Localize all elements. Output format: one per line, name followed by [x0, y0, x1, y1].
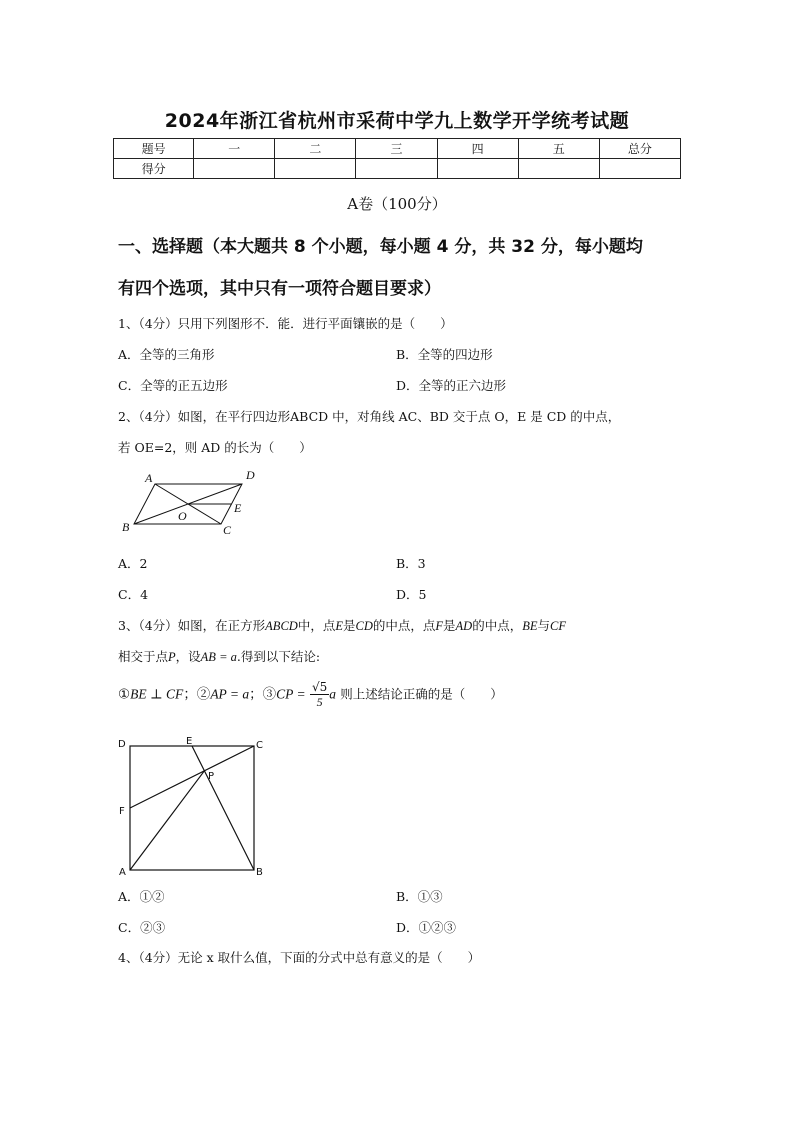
q2-option-b[interactable]: B．3 [396, 556, 426, 571]
q3-stem-line1: 3、（4分）如图，在正方形ABCD中，点E是CD的中点，点F是AD的中点，BE与CF [118, 618, 566, 633]
score-cell[interactable] [275, 159, 356, 179]
q1-option-c[interactable]: C．全等的正五边形 [118, 378, 228, 393]
score-cell[interactable] [437, 159, 518, 179]
segment-be [192, 746, 254, 870]
score-header-cell: 四 [437, 139, 518, 159]
q1-option-b[interactable]: B．全等的四边形 [396, 347, 493, 362]
q3-stem-line2: 相交于点P，设AB = a.得到以下结论: [118, 649, 321, 664]
q2-label-e: E [234, 501, 242, 515]
q2-label-b: B [122, 520, 130, 534]
q3-label-d: D [118, 739, 126, 750]
score-header-cell: 五 [518, 139, 599, 159]
q3-label-p: P [208, 771, 215, 782]
q3-option-b[interactable]: B．①③ [396, 889, 443, 904]
q3-option-a[interactable]: A．①② [118, 889, 165, 904]
score-cell[interactable] [599, 159, 680, 179]
q3-label-f: F [119, 806, 125, 817]
score-table [113, 138, 681, 179]
q3-question-tail: 则上述结论正确的是（ ） [340, 686, 503, 702]
score-cell[interactable] [194, 159, 275, 179]
q3-conclusion-1: BE ⊥ CF [130, 686, 184, 702]
q2-stem-line2: 若 OE=2，则 AD 的长为（ ） [118, 440, 312, 455]
q3-square-figure [116, 735, 266, 880]
segment-cf [130, 746, 254, 808]
q2-option-c[interactable]: C．4 [118, 587, 149, 602]
section1-heading-line1: 一、选择题（本大题共 8 个小题，每小题 4 分，共 32 分，每小题均 [118, 237, 643, 257]
score-header-cell: 三 [356, 139, 437, 159]
q1-option-d[interactable]: D．全等的正六边形 [396, 378, 507, 393]
score-header-cell: 题号 [114, 139, 194, 159]
q2-option-a[interactable]: A．2 [118, 556, 148, 571]
score-header-cell: 一 [194, 139, 275, 159]
q2-parallelogram-figure [116, 462, 266, 542]
q2-label-a: A [145, 471, 153, 485]
q3-option-c[interactable]: C．②③ [118, 920, 166, 935]
q3-conclusions: ①BE ⊥ CF；②AP = a；③CP = $\frac{√5}{5}$ a 则上述结论正确的是（ ） [118, 680, 503, 709]
score-header-cell: 总分 [599, 139, 680, 159]
segment-ap [130, 771, 204, 870]
section1-heading-line2: 有四个选项，其中只有一项符合题目要求） [118, 279, 441, 299]
score-table-header-row [114, 139, 681, 159]
q2-label-d: D [246, 468, 255, 482]
q3-label-a: A [119, 867, 126, 878]
q3-label-c: C [256, 740, 263, 751]
q2-label-o: O [178, 509, 187, 523]
q4-stem: 4、（4分）无论 x 取什么值，下面的分式中总有意义的是（ ） [118, 950, 481, 965]
q3-label-b: B [256, 867, 263, 878]
score-table-score-row [114, 159, 681, 179]
score-cell[interactable] [356, 159, 437, 179]
q2-stem-line1: 2、（4分）如图，在平行四边形ABCD 中，对角线 AC、BD 交于点 O，E 是 CD 的中点， [118, 409, 621, 424]
square-abcd [130, 746, 254, 870]
q3-conclusion-3-lhs: CP = [276, 686, 306, 702]
q1-option-a[interactable]: A．全等的三角形 [118, 347, 215, 362]
q1-stem: 1、（4分）只用下列图形不．能．进行平面镶嵌的是（ ） [118, 316, 453, 331]
page-title: 2024年浙江省杭州市采荷中学九上数学开学统考试题 [164, 110, 630, 132]
q3-option-d[interactable]: D．①②③ [396, 920, 457, 935]
q2-option-d[interactable]: D．5 [396, 587, 427, 602]
q3-fraction: $\frac{√5}{5}$ [311, 680, 328, 709]
score-header-cell: 二 [275, 139, 356, 159]
q2-label-c: C [223, 523, 232, 537]
q3-conclusion-2: AP = a [210, 686, 250, 702]
section-a-heading: A卷（100分） [347, 195, 447, 213]
q3-label-e: E [186, 736, 193, 747]
q3-var-abcd: ABCD [265, 619, 298, 633]
score-row-label: 得分 [114, 159, 194, 179]
score-cell[interactable] [518, 159, 599, 179]
